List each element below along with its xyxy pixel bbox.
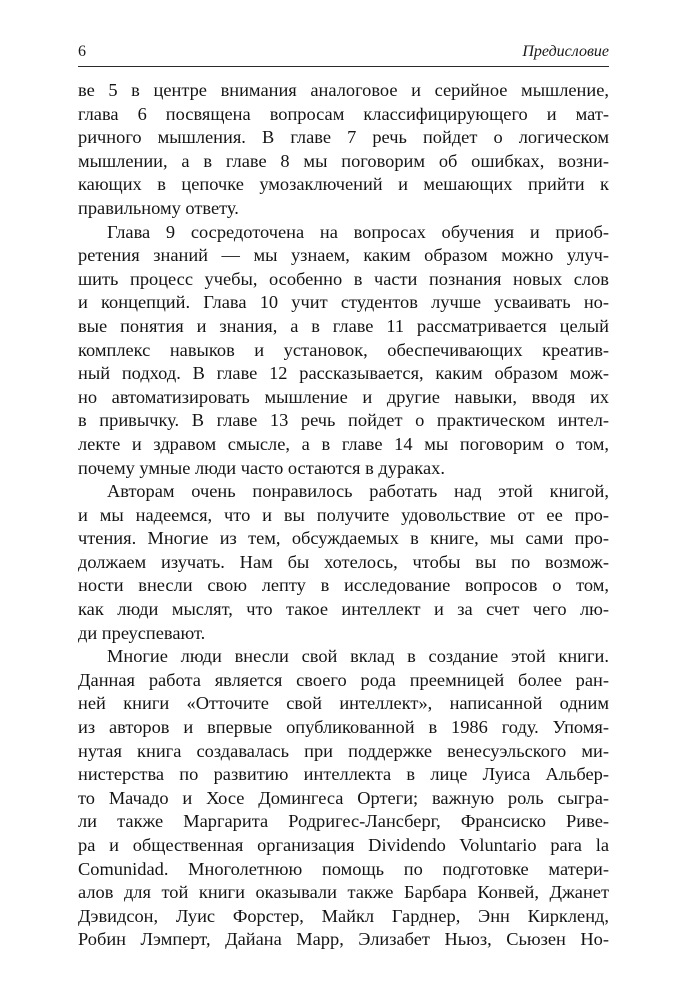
text-line: Дэвидсон, Луис Форстер, Майкл Гарднер, Энн Киркленд,: [78, 905, 609, 926]
text-line: ве 5 в центре внимания аналоговое и серийное мышление,: [78, 80, 609, 100]
text-line: ретения знаний — мы узнаем, каким образом можно улуч-: [78, 245, 609, 266]
text-line: Данная работа является своего рода преемницей более ран-: [78, 669, 609, 690]
text-line: шить процесс учебы, особенно в части познания новых слов: [78, 268, 609, 289]
text-line: Comunidad. Многолетнюю помощь по подготовке матери-: [78, 858, 609, 879]
text-line: нистерства по развитию интеллекта в лице Луиса Альбер-: [78, 764, 609, 785]
text-line: но автоматизировать мышление и другие навыки, вводя их: [78, 386, 609, 407]
page-header: [78, 42, 609, 66]
page-number: 6: [78, 43, 86, 60]
text-line: лекте и здравом смысле, а в главе 14 мы поговорим о том,: [78, 433, 609, 454]
paragraph: [78, 645, 609, 952]
text-line: Авторам очень понравилось работать над этой книгой,: [107, 481, 609, 502]
text-line: то Мачадо и Хосе Домингеса Ортеги; важную роль сыгра-: [78, 787, 609, 808]
text-line: в привычку. В главе 13 речь пойдет о практическом интел-: [78, 410, 609, 431]
text-line: глава 6 посвящена вопросам классифицирующего и мат-: [78, 103, 609, 124]
paragraph: [78, 79, 609, 221]
paragraph: [78, 480, 609, 645]
text-line: комплекс навыков и установок, обеспечивающих креатив-: [78, 339, 609, 360]
text-line: вые понятия и знания, а в главе 11 рассматривается целый: [78, 315, 609, 336]
paragraph: [78, 221, 609, 481]
text-line: ности внесли свою лепту в исследование вопросов о том,: [78, 575, 609, 596]
text-line: мышлении, а в главе 8 мы поговорим об ошибках, возни-: [78, 150, 609, 171]
text-line: ли также Маргарита Родригес-Лансберг, Франсиско Риве-: [78, 811, 609, 832]
running-title: Предисловие: [522, 43, 609, 60]
header-rule: [78, 66, 609, 67]
text-line: правильному ответу.: [78, 197, 239, 218]
text-line: ней книги «Отточите свой интеллект», написанной одним: [78, 693, 609, 714]
text-line: нутая книга создавалась при поддержке венесуэльского ми-: [78, 740, 609, 761]
text-line: кающих в цепочке умозаключений и мешающих прийти к: [78, 174, 609, 195]
text-line: и концепций. Глава 10 учит студентов лучше усваивать но-: [78, 292, 609, 313]
text-line: ди преуспевают.: [78, 622, 206, 643]
text-line: должаем изучать. Нам бы хотелось, чтобы вы по возмож-: [78, 551, 609, 572]
text-line: ра и общественная организация Dividendo Voluntario para la: [78, 835, 609, 855]
text-line: чтения. Многие из тем, обсуждаемых в книге, мы сами про-: [78, 528, 609, 549]
text-line: почему умные люди часто остаются в дураках.: [78, 457, 445, 478]
text-line: ричного мышления. В главе 7 речь пойдет о логическом: [78, 127, 609, 148]
text-line: Глава 9 сосредоточена на вопросах обучения и приоб-: [107, 221, 609, 242]
text-line: Многие люди внесли свой вклад в создание этой книги.: [107, 646, 609, 667]
text-line: и мы надеемся, что и вы получите удовольствие от ее про-: [78, 504, 609, 525]
text-line: Робин Лэмперт, Дайана Марр, Элизабет Ньюз, Сьюзен Но-: [78, 929, 609, 950]
text-line: ный подход. В главе 12 рассказывается, каким образом мож-: [78, 363, 609, 384]
body-text: [78, 79, 609, 952]
text-line: как люди мыслят, что такое интеллект и за счет чего лю-: [78, 599, 609, 620]
text-line: из авторов и впервые опубликованной в 1986 году. Упомя-: [78, 717, 609, 738]
text-line: алов для той книги оказывали также Барбара Конвей, Джанет: [78, 882, 609, 903]
